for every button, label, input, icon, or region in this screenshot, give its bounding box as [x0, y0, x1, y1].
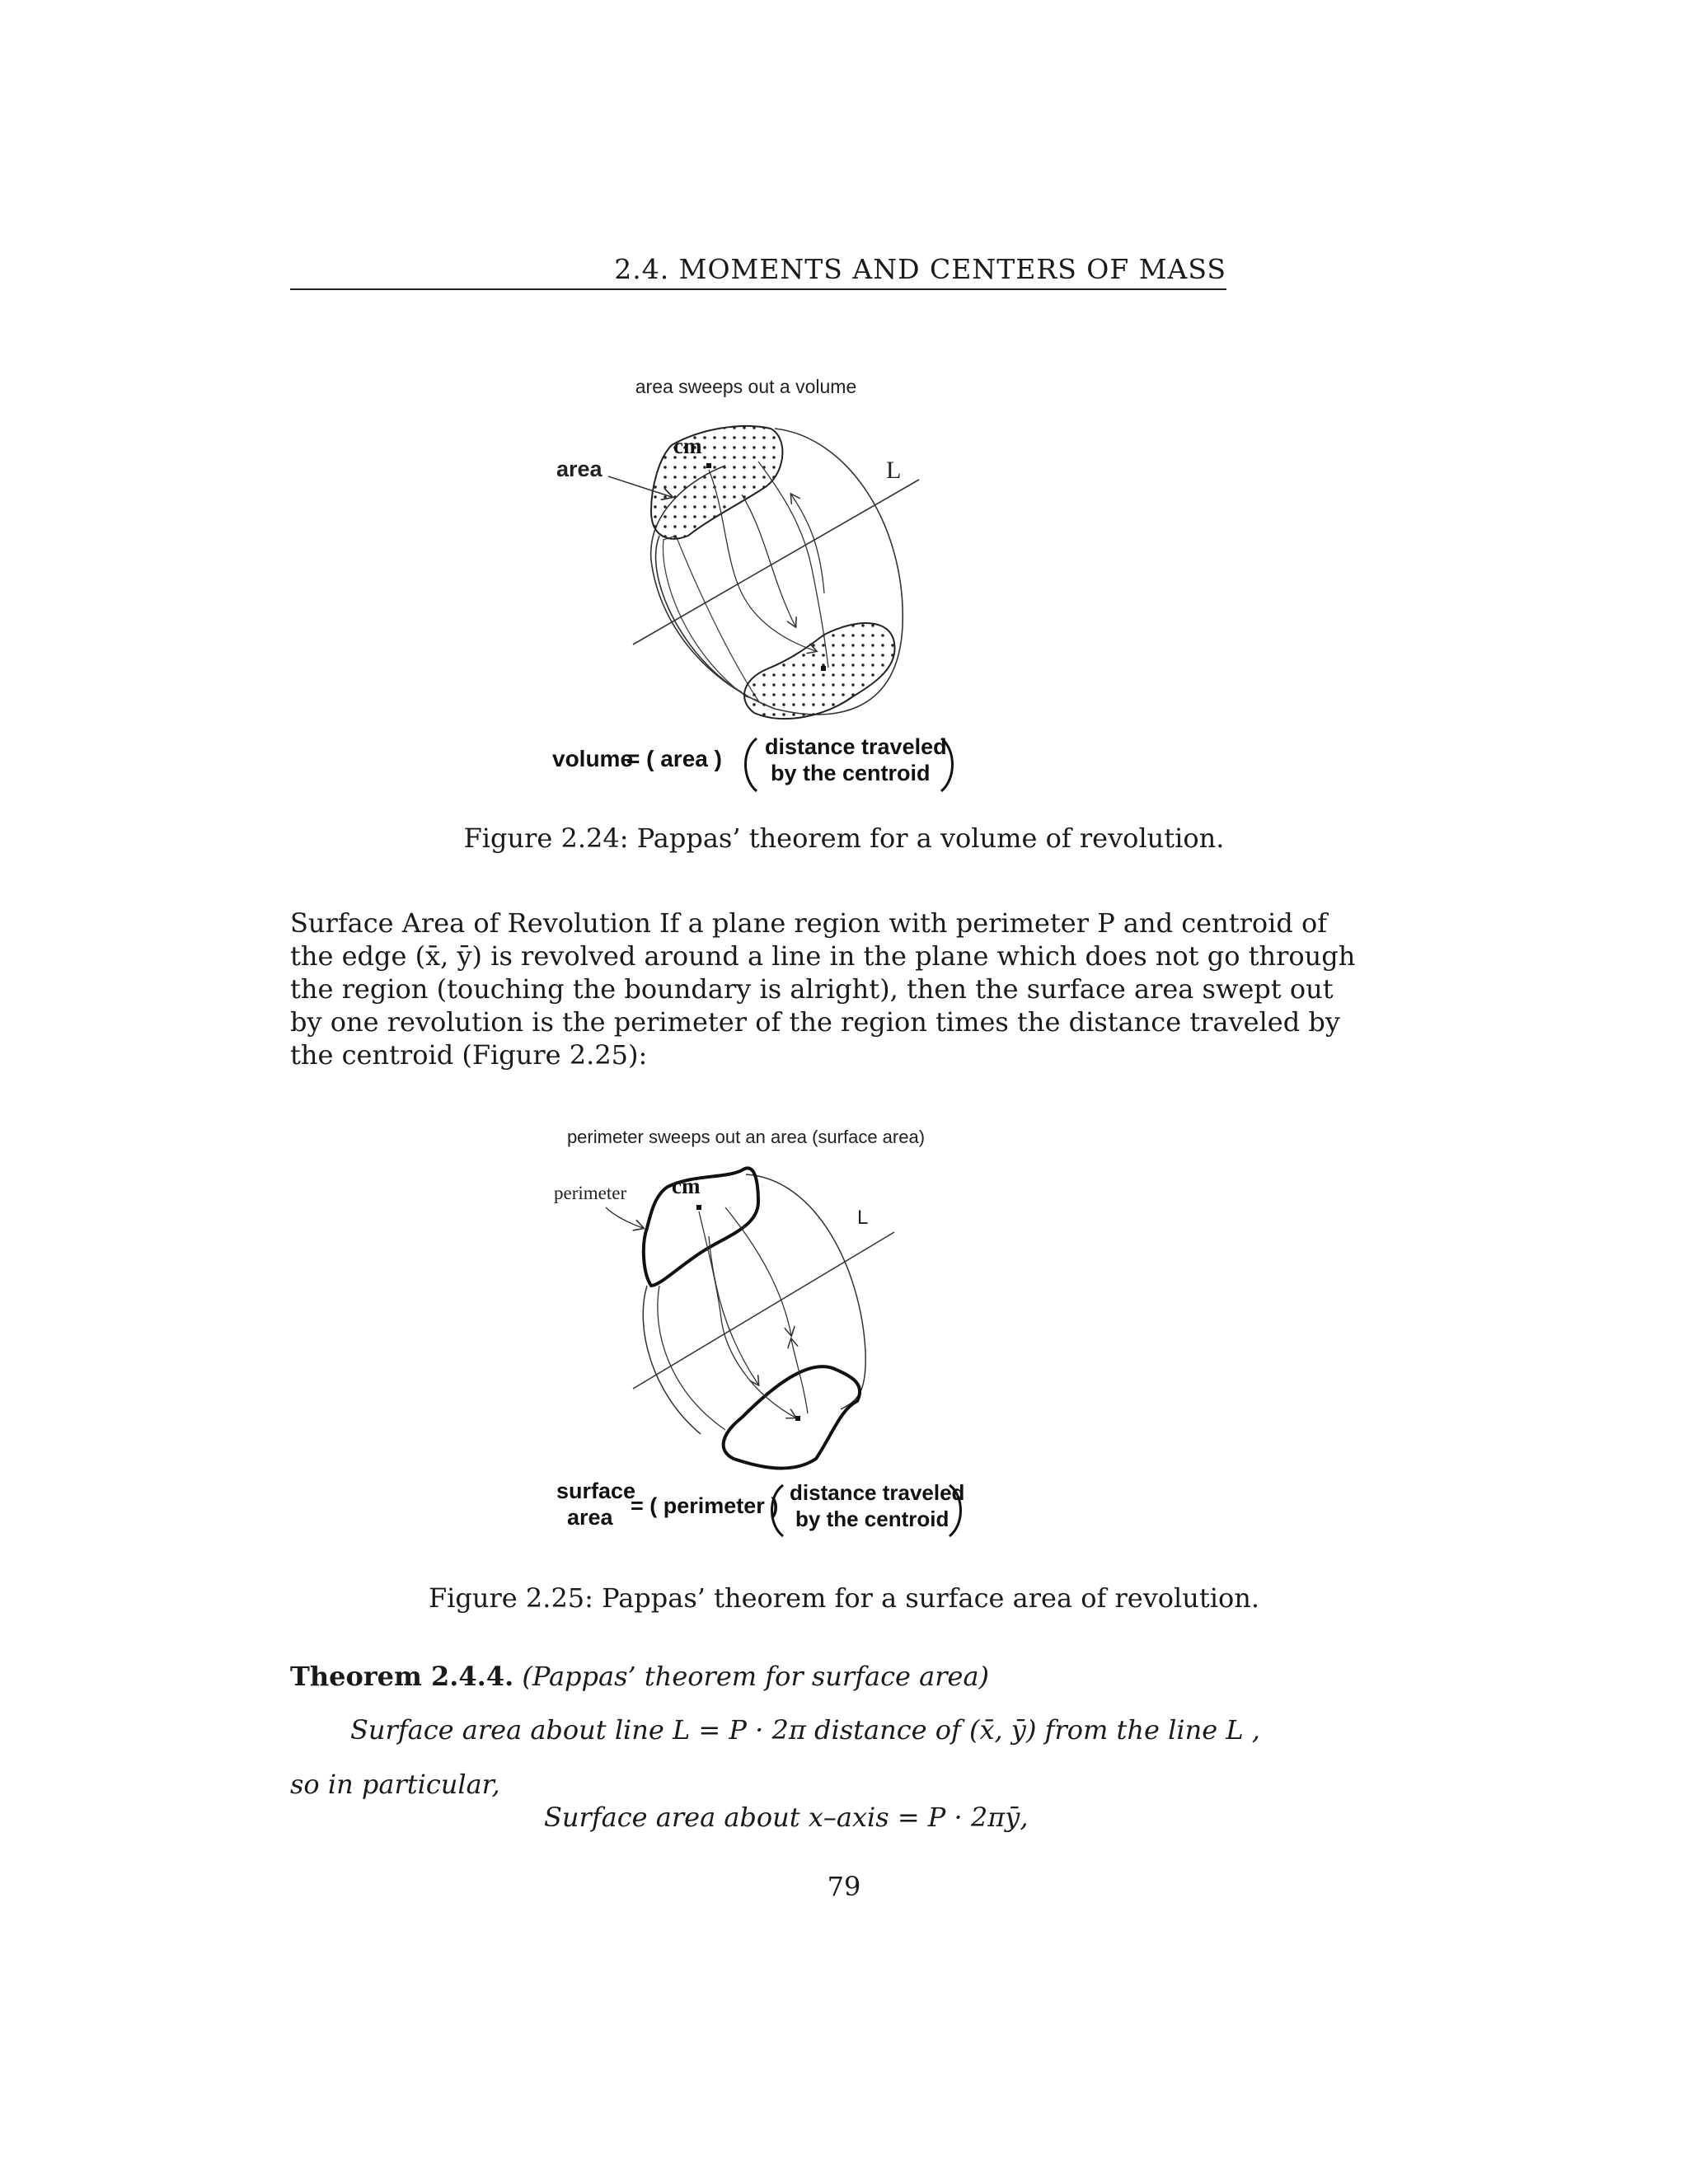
- label-cm-2: cm: [672, 1174, 701, 1198]
- formula1-bottom: by the centroid: [771, 761, 931, 785]
- figure1-caption: Figure 2.24: Pappas’ theorem for a volume of revolution.: [463, 823, 1225, 854]
- figure2-title: perimeter sweeps out an area (surface area): [566, 1127, 926, 1147]
- formula2-lhs-bottom: area: [567, 1505, 613, 1530]
- theorem-name: (Pappas’ theorem for surface area): [522, 1661, 990, 1692]
- paragraph-line: the centroid (Figure 2.25):: [290, 1039, 648, 1071]
- area-region-top: [651, 426, 782, 539]
- label-perimeter: perimeter: [554, 1183, 627, 1203]
- theorem-label: Theorem 2.4.4.: [290, 1661, 514, 1692]
- formula1-top: distance traveled: [765, 734, 947, 759]
- formula2-eq: = ( perimeter ): [631, 1493, 779, 1518]
- theorem-equation-1: Surface area about line L = P · 2π distance of (x̄, ȳ) from the line L ,: [350, 1714, 1260, 1746]
- formula1-lhs: volume: [552, 746, 634, 771]
- page-number: 79: [827, 1871, 861, 1902]
- paragraph-surface-area: [290, 907, 1356, 1071]
- theorem-heading: [290, 1661, 989, 1692]
- paragraph-line: Surface Area of Revolution If a plane region with perimeter P and centroid of: [290, 907, 1328, 939]
- running-head: 2.4. MOMENTS AND CENTERS OF MASS: [614, 253, 1226, 285]
- figure-2-25: [0, 1113, 1688, 1558]
- label-area: area: [556, 457, 603, 481]
- figure2-caption: Figure 2.25: Pappas’ theorem for a surface area of revolution.: [428, 1582, 1260, 1614]
- formula1-eq: = ( area ): [626, 746, 722, 771]
- theorem-equation-2: Surface area about x–axis = P · 2πȳ,: [544, 1802, 1029, 1833]
- formula2-lhs-top: surface: [556, 1479, 636, 1503]
- paragraph-line: by one revolution is the perimeter of the region times the distance traveled by: [290, 1006, 1340, 1038]
- perimeter-bottom: [724, 1366, 860, 1468]
- figure1-title: area sweeps out a volume: [635, 376, 857, 397]
- label-L-2: L: [857, 1207, 869, 1229]
- figure-2-24: [0, 363, 1688, 808]
- paragraph-line: the edge (x̄, ȳ) is revolved around a line in the plane which does not go through: [290, 940, 1356, 972]
- formula2-bottom: by the centroid: [795, 1507, 950, 1531]
- paragraph-line: the region (touching the boundary is alright), then the surface area swept out: [290, 973, 1334, 1005]
- label-L: L: [886, 457, 902, 484]
- area-region-bottom: [744, 623, 895, 719]
- formula2-top: distance traveled: [790, 1480, 965, 1505]
- so-in-particular: so in particular,: [290, 1769, 500, 1800]
- header-rule: [290, 288, 1226, 290]
- label-cm: cm: [673, 434, 702, 458]
